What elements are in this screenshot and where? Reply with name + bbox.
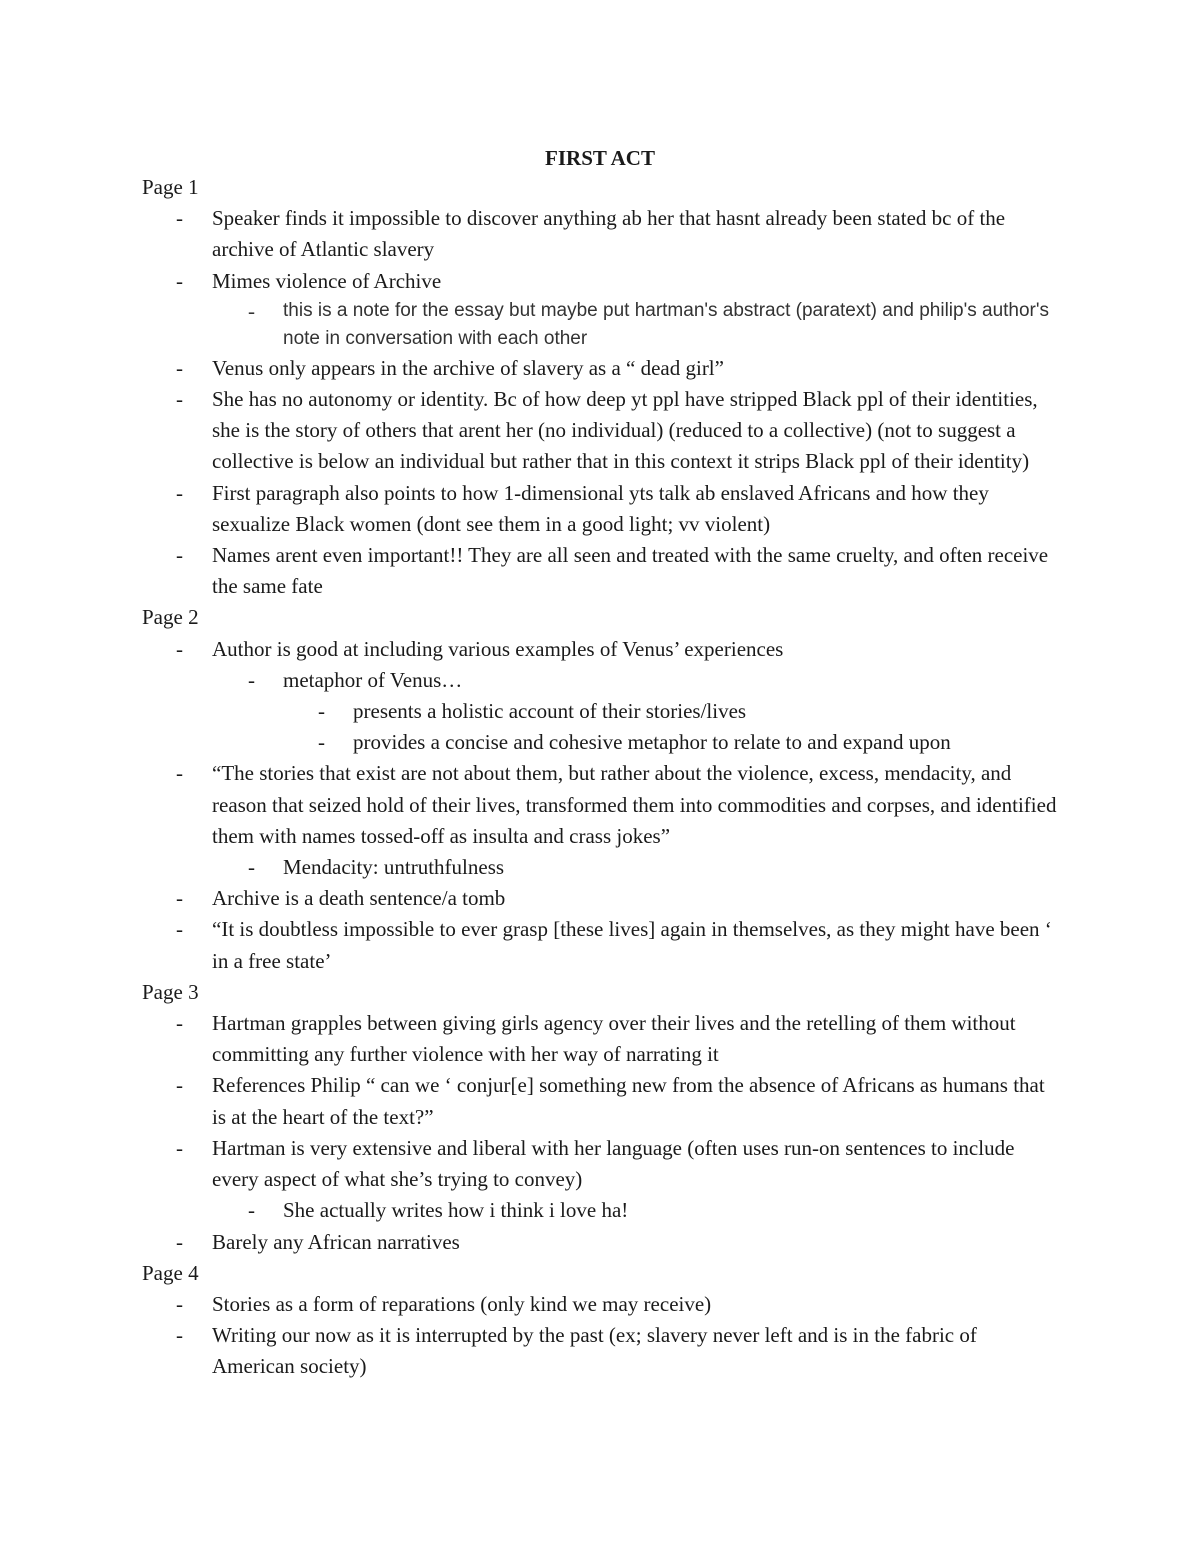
bullet-item (142, 353, 1062, 384)
dash-icon: - (176, 1291, 183, 1316)
bullet-item (142, 634, 1062, 665)
bullet-item (142, 883, 1062, 914)
bullet-text: Mimes violence of Archive (212, 268, 442, 293)
dash-icon: - (176, 1135, 183, 1160)
document-title: FIRST ACT (545, 146, 655, 170)
bullet-text: Barely any African narratives (212, 1229, 460, 1254)
bullet-item (142, 758, 1062, 852)
sub-bullet-note (142, 297, 1062, 353)
dash-icon: - (176, 1323, 183, 1348)
dash-icon: - (248, 667, 255, 692)
document-body (142, 172, 1062, 1383)
section-label-page-2: Page 2 (142, 605, 199, 630)
dash-icon: - (176, 1073, 183, 1098)
bullet-item (142, 1320, 1062, 1382)
sub-sub-bullet-item (142, 727, 1062, 758)
bullet-text: Venus only appears in the archive of slavery as a “ dead girl” (212, 355, 724, 380)
bullet-text: provides a concise and cohesive metaphor to relate to and expand upon (353, 730, 951, 755)
sub-bullet-item (142, 665, 1062, 696)
dash-icon: - (176, 761, 183, 786)
bullet-text: Hartman grapples between giving girls agency over their lives and the retelling of them without committing any further violence with her way of narrating it (212, 1011, 1016, 1067)
dash-icon: - (248, 855, 255, 880)
dash-icon: - (248, 298, 255, 323)
bullet-item (142, 1070, 1062, 1132)
bullet-text: Stories as a form of reparations (only kind we may receive) (212, 1291, 712, 1316)
bullet-item (142, 266, 1062, 297)
bullet-text: “It is doubtless impossible to ever grasp [these lives] again in themselves, as they might have been ‘ in a free state’ (212, 917, 1052, 973)
bullet-text: metaphor of Venus… (283, 667, 463, 692)
dash-icon: - (176, 1229, 183, 1254)
dash-icon: - (176, 886, 183, 911)
bullet-item (142, 1289, 1062, 1320)
dash-icon: - (176, 268, 183, 293)
sub-bullet-item (142, 852, 1062, 883)
bullet-text: Author is good at including various examples of Venus’ experiences (212, 636, 784, 661)
bullet-text: References Philip “ can we ‘ conjur[e] something new from the absence of Africans as humans that is at the heart of the text?” (212, 1073, 1045, 1129)
bullet-text: Hartman is very extensive and liberal with her language (often uses run-on sentences to include every aspect of what she’s trying to convey) (212, 1135, 1015, 1192)
dash-icon: - (176, 543, 183, 568)
bullet-text: She has no autonomy or identity. Bc of how deep yt ppl have stripped Black ppl of their identities, she is the story of others that arent her (no individual) (reduced to a collective) (not to suggest a collective is below an individual but rather that in this context it strips Black ppl of their identity) (212, 387, 1038, 474)
bullet-text: Archive is a death sentence/a tomb (212, 886, 506, 911)
bullet-item (142, 203, 1062, 265)
section-label-page-1: Page 1 (142, 175, 199, 199)
bullet-item (142, 1008, 1062, 1070)
dash-icon: - (176, 1011, 183, 1036)
dash-icon: - (248, 1198, 255, 1223)
bullet-text: Names arent even important!! They are all seen and treated with the same cruelty, and often receive the same fate (212, 543, 1049, 599)
section-label-page-3: Page 3 (142, 979, 199, 1004)
bullet-item (142, 1133, 1062, 1195)
bullet-text: Speaker finds it impossible to discover anything ab her that hasnt already been stated bc of the archive of Atlantic slavery (212, 206, 1006, 262)
bullet-item (142, 540, 1062, 602)
bullet-text: this is a note for the essay but maybe put hartman's abstract (paratext) and philip's author's note in conversation with each other (283, 299, 1050, 349)
dash-icon: - (318, 699, 325, 724)
sub-sub-bullet-item (142, 696, 1062, 727)
dash-icon: - (176, 355, 183, 380)
bullet-item (142, 384, 1062, 478)
bullet-text: First paragraph also points to how 1-dimensional yts talk ab enslaved Africans and how they sexualize Black women (dont see them in a good light; vv violent) (212, 480, 989, 536)
bullet-text: presents a holistic account of their stories/lives (353, 699, 747, 724)
dash-icon: - (176, 636, 183, 661)
bullet-text: “The stories that exist are not about them, but rather about the violence, excess, mendacity, and reason that seized hold of their lives, transformed them into commodities and corpses, and identified them with names tossed-off as insulta and crass jokes” (212, 761, 1057, 848)
bullet-item (142, 1227, 1062, 1258)
dash-icon: - (176, 917, 183, 942)
bullet-text: She actually writes how i think i love ha! (283, 1198, 629, 1223)
sub-bullet-item (142, 1195, 1062, 1226)
dash-icon: - (176, 387, 183, 412)
dash-icon: - (176, 206, 183, 231)
bullet-item (142, 914, 1062, 976)
bullet-text: Mendacity: untruthfulness (283, 855, 505, 880)
dash-icon: - (176, 480, 183, 505)
dash-icon: - (318, 730, 325, 755)
bullet-item (142, 478, 1062, 540)
bullet-text: Writing our now as it is interrupted by the past (ex; slavery never left and is in the fabric of American society) (212, 1323, 977, 1379)
section-label-page-4: Page 4 (142, 1260, 199, 1285)
